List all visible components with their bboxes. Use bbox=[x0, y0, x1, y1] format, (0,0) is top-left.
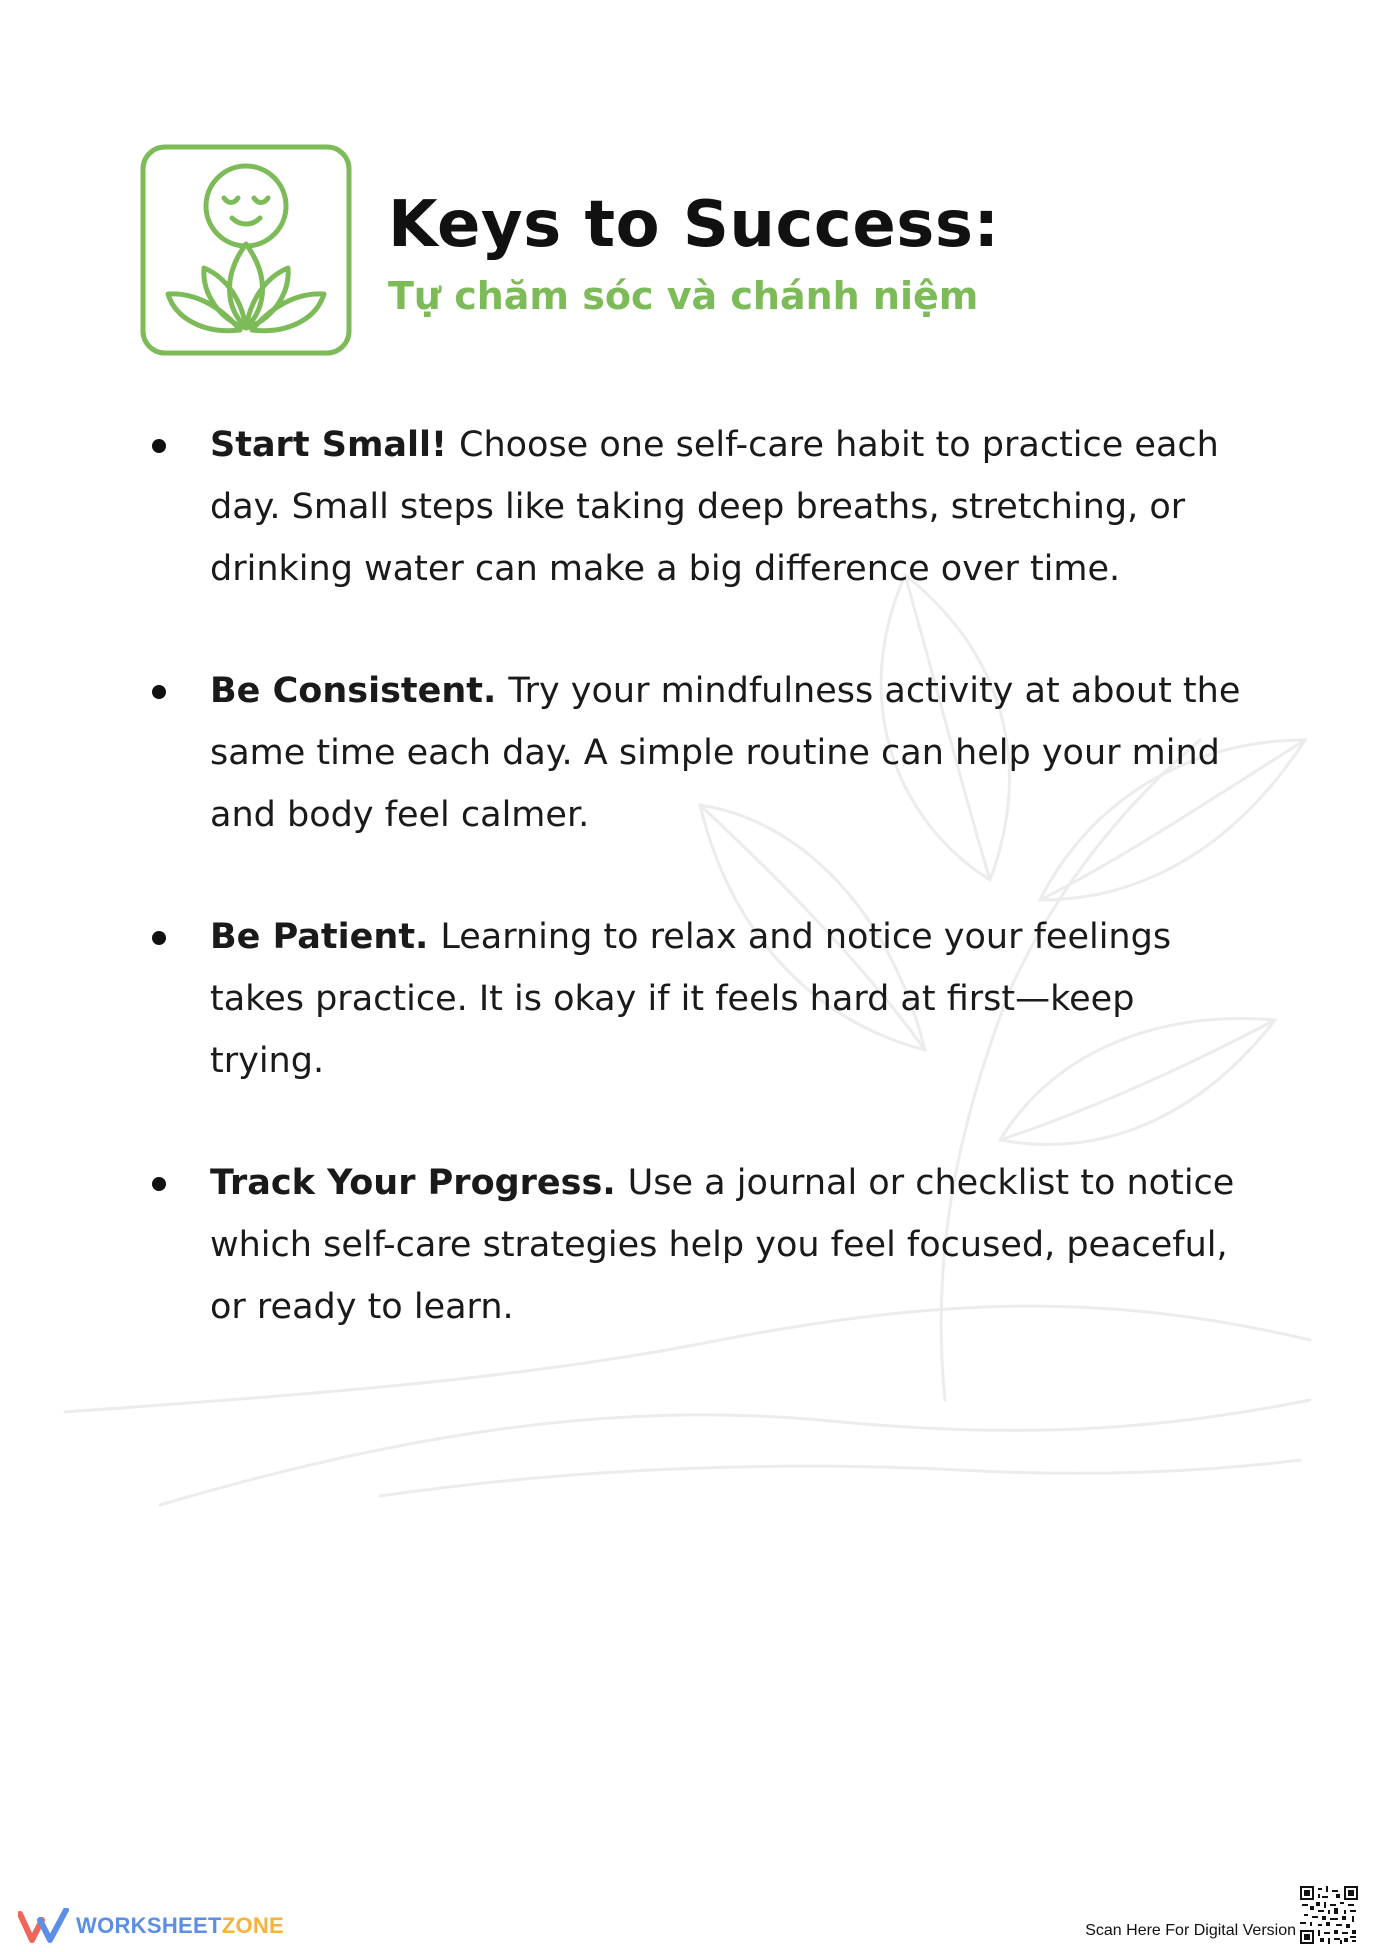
bullet-icon bbox=[152, 439, 166, 453]
worksheetzone-logo-icon bbox=[18, 1908, 70, 1944]
tip-body: Try your mindfulness activity at about the same time each day. A simple routine can help your mind and body feel calmer. bbox=[210, 671, 1241, 835]
tip-heading: Track Your Progress. bbox=[210, 1163, 616, 1203]
bullet-icon bbox=[152, 931, 166, 945]
tip-heading: Start Small! bbox=[210, 425, 447, 465]
brand-name: WORKSHEETZONE bbox=[76, 1913, 285, 1938]
tip-heading: Be Consistent. bbox=[210, 671, 497, 711]
tip-item-be-patient bbox=[148, 906, 1258, 1092]
qr-code-icon[interactable] bbox=[1300, 1886, 1358, 1944]
scan-label: Scan Here For Digital Version bbox=[1085, 1922, 1296, 1939]
tip-body: Choose one self-care habit to practice each day. Small steps like taking deep breaths, stretching, or drinking water can make a big difference over time. bbox=[210, 425, 1219, 589]
tips-list bbox=[148, 414, 1258, 1338]
tip-item-start-small bbox=[148, 414, 1258, 600]
header bbox=[140, 144, 1240, 358]
tip-body: Learning to relax and notice your feelings takes practice. It is okay if it feels hard at first—keep trying. bbox=[210, 917, 1172, 1081]
bullet-icon bbox=[152, 685, 166, 699]
page-subtitle: Tự chăm sóc và chánh niệm bbox=[388, 274, 979, 318]
tip-item-be-consistent bbox=[148, 660, 1258, 846]
digital-version-scan bbox=[1085, 1886, 1358, 1944]
page-title: Keys to Success: bbox=[388, 188, 1000, 262]
tip-body: Use a journal or checklist to notice which self-care strategies help you feel focused, peaceful, or ready to learn. bbox=[210, 1163, 1235, 1327]
lotus-meditation-icon bbox=[140, 144, 352, 356]
tip-heading: Be Patient. bbox=[210, 917, 429, 957]
tip-item-track-progress bbox=[148, 1152, 1258, 1338]
brand-logo bbox=[18, 1908, 284, 1944]
bullet-icon bbox=[152, 1177, 166, 1191]
